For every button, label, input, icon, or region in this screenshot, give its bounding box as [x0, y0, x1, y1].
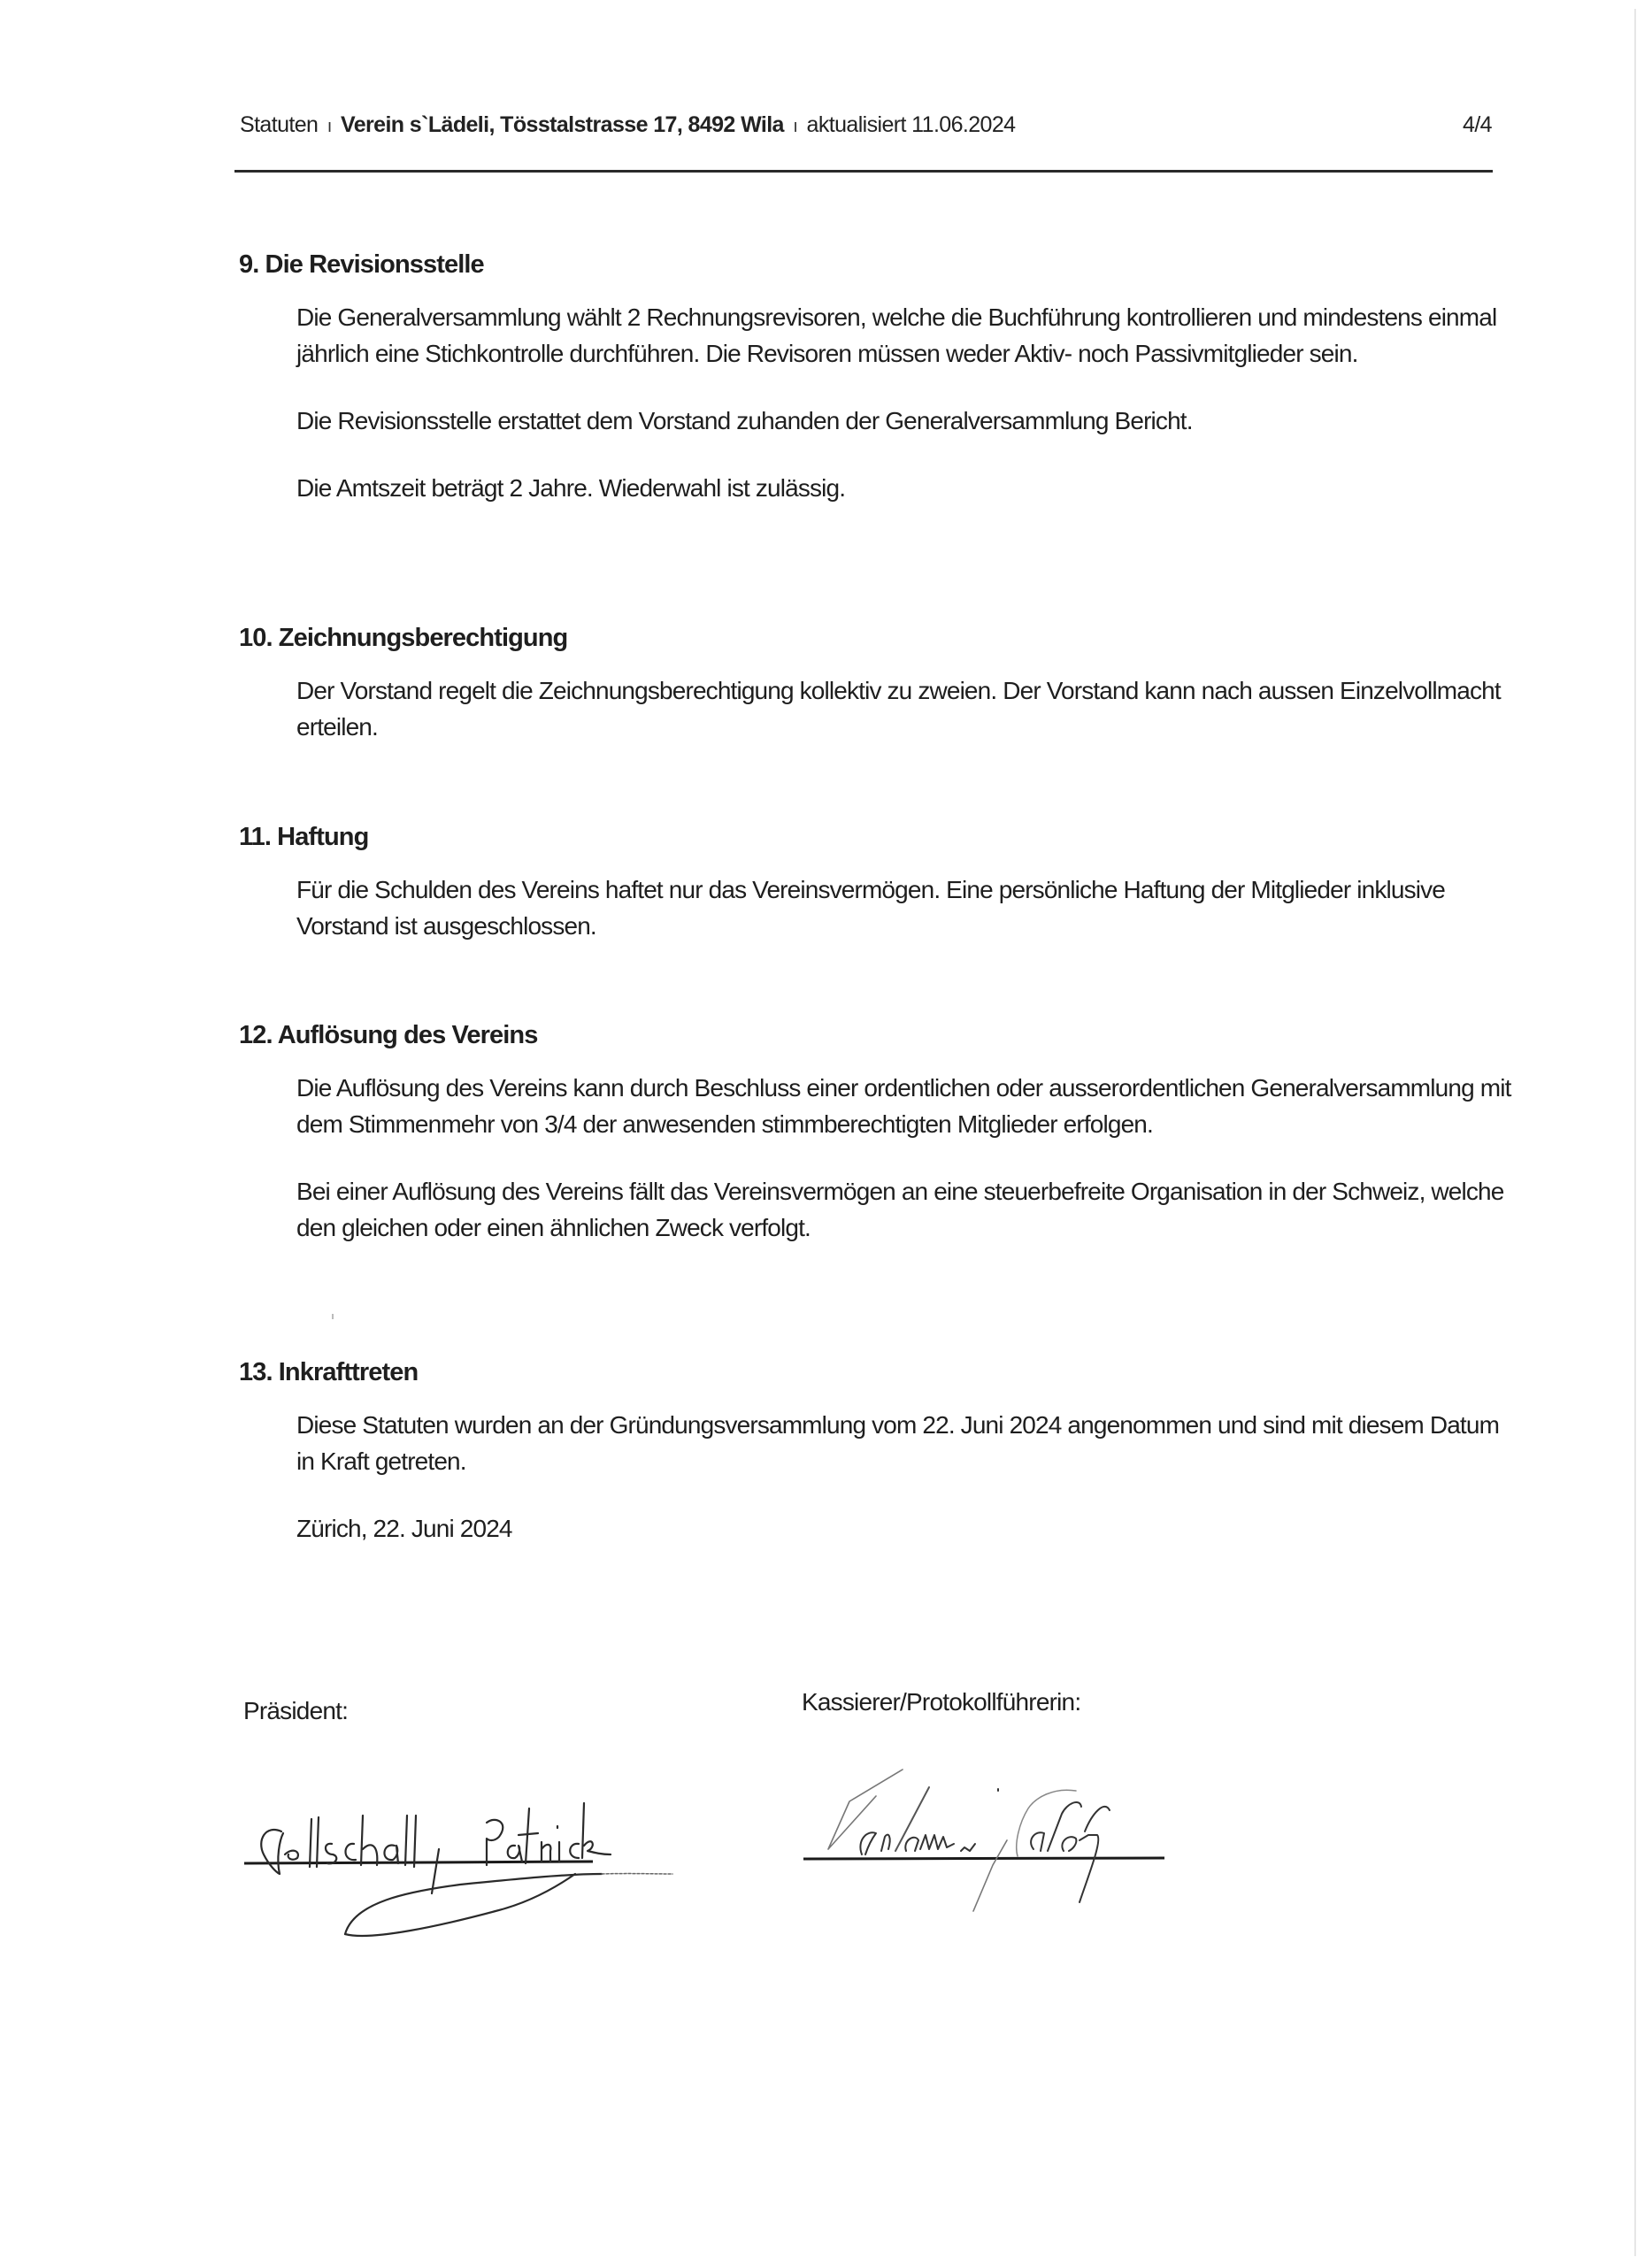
paragraph: Die Revisionsstelle erstattet dem Vorstand zuhanden der Generalversammlung Bericht.	[296, 407, 1193, 434]
treasurer-signature	[796, 1752, 1168, 1929]
section-heading: 9. Die Revisionsstelle	[239, 250, 484, 279]
paragraph: Die Generalversammlung wählt 2 Rechnungsrevisoren, welche die Buchführung kontrollieren und mindestens einmal jährlich eine Stichkontrolle durchführen. Die Revisoren müssen weder Aktiv- noch Passivmitglieder sein.	[296, 303, 1497, 367]
paragraph: Bei einer Auflösung des Vereins fällt das Vereinsvermögen an eine steuerbefreite Organisation in der Schweiz, welche den gleichen oder einen ähnlichen Zweck verfolgt.	[296, 1178, 1504, 1241]
section-heading: 11. Haftung	[239, 823, 369, 851]
header-updated-date: aktualisiert 11.06.2024	[806, 112, 1016, 137]
page-header	[240, 112, 1492, 138]
section-heading: 13. Inkrafttreten	[239, 1358, 419, 1386]
header-separator: ı	[793, 117, 798, 136]
section-zeichnungsberechtigung	[239, 624, 1513, 745]
section-aufloesung	[239, 1021, 1513, 1246]
paragraph: Die Auflösung des Vereins kann durch Beschluss einer ordentlichen oder ausserordentlichen Generalversammlung mit dem Stimmenmehr von 3/4 der anwesenden stimmberechtigten Mitglieder erfolgen.	[296, 1074, 1511, 1138]
president-signature	[230, 1770, 708, 1973]
section-haftung	[239, 823, 1513, 944]
page-number: 4/4	[1463, 112, 1492, 137]
treasurer-label: Kassierer/Protokollführerin:	[802, 1688, 1081, 1716]
signature-strokes	[828, 1770, 1110, 1911]
paragraph: Für die Schulden des Vereins haftet nur das Vereinsvermögen. Eine persönliche Haftung der Mitglieder inklusive Vorstand ist ausgeschlossen.	[296, 876, 1445, 940]
signature-line	[803, 1858, 1164, 1859]
section-heading: 12. Auflösung des Vereins	[239, 1021, 538, 1049]
page-edge	[1634, 9, 1636, 2256]
section-inkrafttreten	[239, 1358, 1513, 1547]
place-date: Zürich, 22. Juni 2024	[296, 1515, 512, 1542]
signature-line	[244, 1862, 593, 1863]
scan-speck	[332, 1314, 334, 1319]
header-divider	[234, 170, 1493, 173]
header-separator: ı	[327, 117, 332, 136]
president-label: Präsident:	[243, 1697, 349, 1724]
paragraph: Der Vorstand regelt die Zeichnungsberechtigung kollektiv zu zweien. Der Vorstand kann nach aussen Einzelvollmacht erteilen.	[296, 677, 1501, 741]
paragraph: Diese Statuten wurden an der Gründungsversammlung vom 22. Juni 2024 angenommen und sind mit diesem Datum in Kraft getreten.	[296, 1411, 1500, 1475]
paragraph: Die Amtszeit beträgt 2 Jahre. Wiederwahl ist zulässig.	[296, 474, 846, 502]
signature-strokes	[261, 1803, 672, 1936]
section-heading: 10. Zeichnungsberechtigung	[239, 624, 568, 652]
header-prefix: Statuten	[240, 112, 319, 137]
header-organization: Verein s`Lädeli, Tösstalstrasse 17, 8492 Wila	[341, 112, 784, 137]
section-revisionsstelle	[239, 250, 1513, 506]
